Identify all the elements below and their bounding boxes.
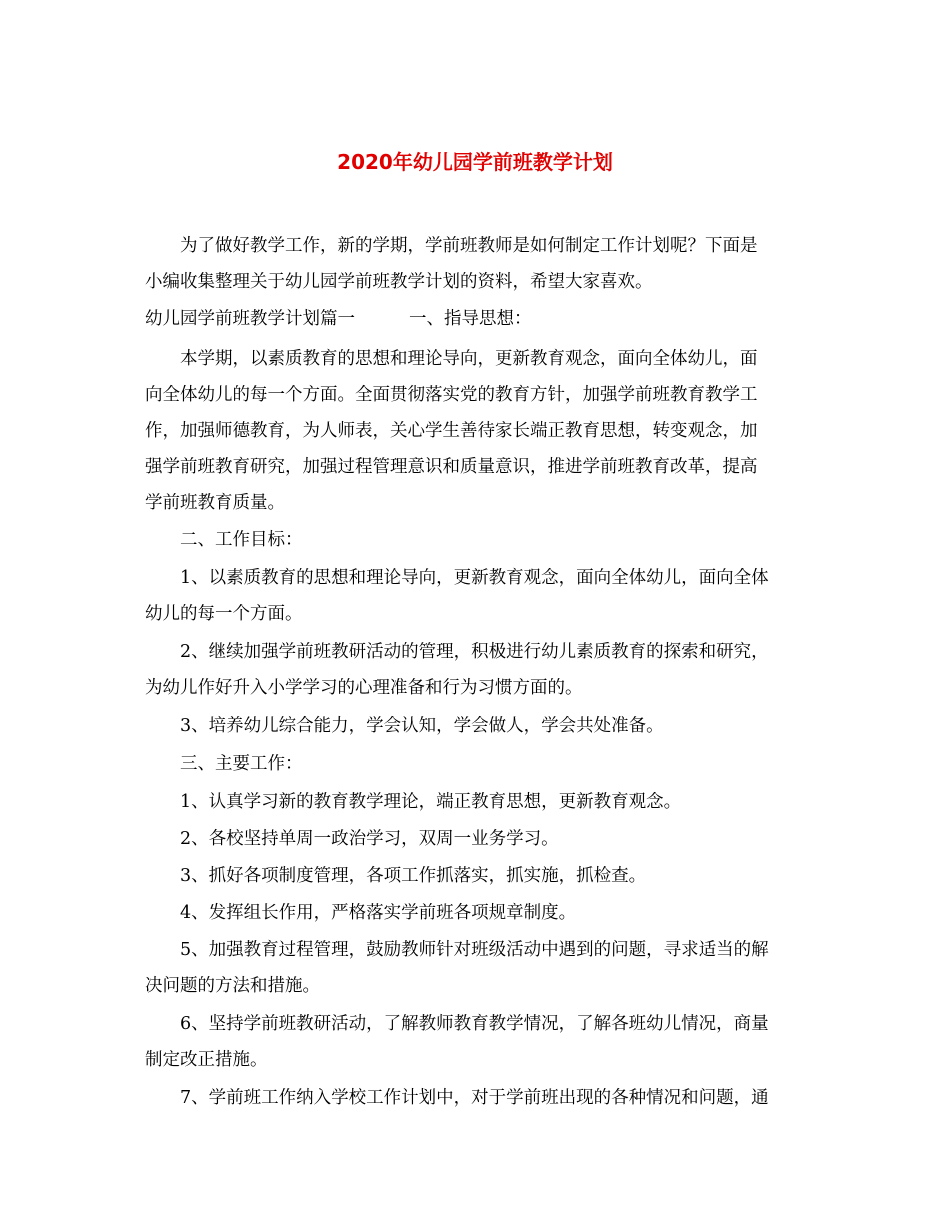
- goal-3: 3、培养幼儿综合能力，学会认知，学会做人，学会共处准备。: [180, 716, 664, 736]
- section-label: 幼儿园学前班教学计划篇一: [145, 309, 355, 329]
- work-item-7-line-1: 7、学前班工作纳入学校工作计划中，对于学前班出现的各种情况和问题，通: [180, 1088, 769, 1108]
- heading-guiding-thought: 一、指导思想：: [409, 309, 532, 329]
- goal-2-line-2: 为幼儿作好升入小学学习的心理准备和行为习惯方面的。: [145, 678, 583, 698]
- guiding-line-1: 本学期，以素质教育的思想和理论导向，更新教育观念，面向全体幼儿，面: [180, 349, 758, 369]
- heading-main-work: 三、主要工作：: [180, 754, 303, 774]
- document-title: 2020年幼儿园学前班教学计划: [337, 150, 613, 174]
- work-item-6-line-1: 6、坚持学前班教研活动，了解教师教育教学情况，了解各班幼儿情况，商量: [180, 1014, 769, 1034]
- guiding-line-2: 向全体幼儿的每一个方面。全面贯彻落实党的教育方针，加强学前班教育教学工: [145, 385, 758, 405]
- goal-1-line-1: 1、以素质教育的思想和理论导向，更新教育观念，面向全体幼儿，面向全体: [180, 568, 769, 588]
- work-item-5-line-2: 决问题的方法和措施。: [145, 976, 320, 996]
- guiding-line-4: 强学前班教育研究，加强过程管理意识和质量意识，推进学前班教育改革，提高: [145, 457, 758, 477]
- guiding-line-3: 作，加强师德教育，为人师表，关心学生善待家长端正教育思想，转变观念，加: [145, 421, 758, 441]
- intro-line-1: 为了做好教学工作，新的学期，学前班教师是如何制定工作计划呢？下面是: [180, 236, 758, 256]
- goal-2-line-1: 2、继续加强学前班教研活动的管理，积极进行幼儿素质教育的探索和研究，: [180, 642, 769, 662]
- guiding-line-5: 学前班教育质量。: [145, 493, 285, 513]
- work-item-5-line-1: 5、加强教育过程管理，鼓励教师针对班级活动中遇到的问题，寻求适当的解: [180, 940, 769, 960]
- goal-1-line-2: 幼儿的每一个方面。: [145, 604, 303, 624]
- section-heading-row: [145, 307, 532, 331]
- work-item-4: 4、发挥组长作用，严格落实学前班各项规章制度。: [180, 903, 577, 923]
- intro-line-2: 小编收集整理关于幼儿园学前班教学计划的资料，希望大家喜欢。: [145, 272, 653, 292]
- work-item-6-line-2: 制定改正措施。: [145, 1050, 268, 1070]
- work-item-2: 2、各校坚持单周一政治学习，双周一业务学习。: [180, 829, 559, 849]
- heading-work-goals: 二、工作目标：: [180, 530, 303, 550]
- work-item-3: 3、抓好各项制度管理，各项工作抓落实，抓实施，抓检查。: [180, 866, 647, 886]
- work-item-1: 1、认真学习新的教育教学理论，端正教育思想，更新教育观念。: [180, 792, 682, 812]
